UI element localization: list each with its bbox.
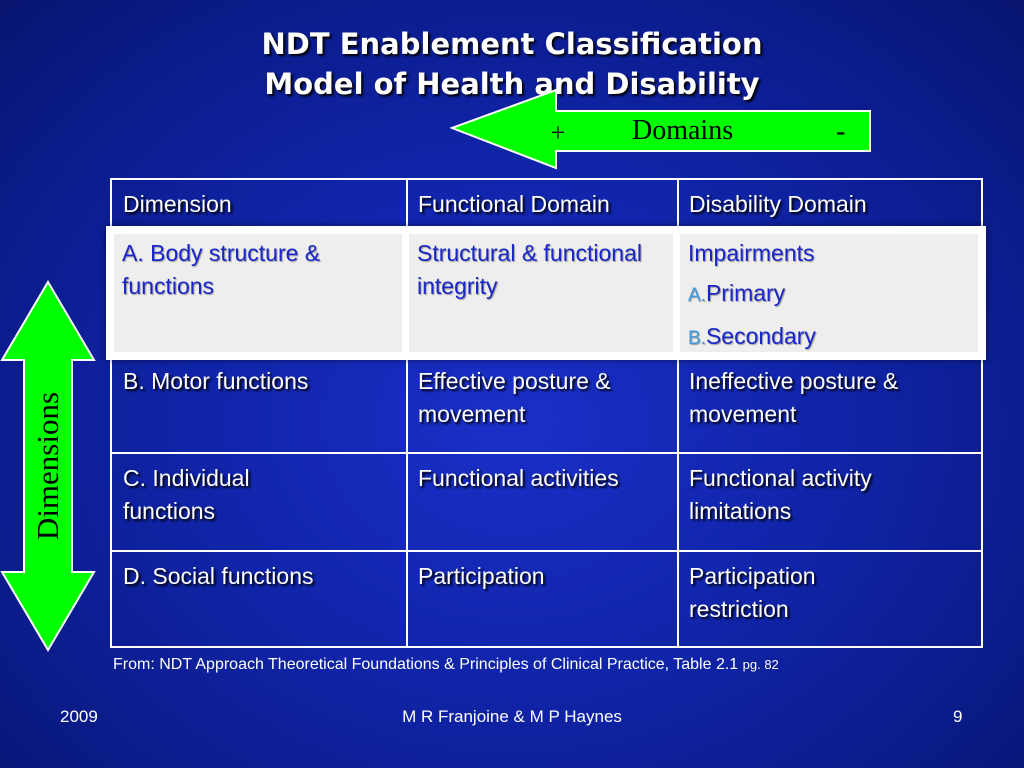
row-d-disability: Participation restriction: [689, 563, 816, 622]
row-b-functional: Effective posture & movement: [418, 368, 611, 427]
domains-plus: +: [550, 118, 566, 147]
source-page: pg. 82: [742, 657, 779, 672]
row-c-functional: Functional activities: [418, 465, 619, 491]
dimensions-label: Dimensions: [30, 391, 65, 541]
list-marker: A.: [688, 285, 706, 306]
domains-minus: -: [836, 116, 846, 147]
footer-authors: M R Franjoine & M P Haynes: [402, 707, 622, 726]
row-a-disability-list: [688, 273, 816, 359]
row-a-functional: Structural & functional integrity: [417, 240, 643, 299]
footer-year: 2009: [60, 707, 98, 726]
row-c-disability: Functional activity limitations: [689, 465, 872, 524]
list-marker: B.: [688, 328, 706, 349]
title-line-1: NDT Enablement Classification: [261, 27, 763, 61]
row-a-dimension: A. Body structure & functions: [122, 240, 321, 299]
row-a-disability-title: Impairments: [688, 240, 815, 266]
list-item-text: Secondary: [705, 323, 816, 349]
list-item: [688, 273, 816, 316]
header-dimension: Dimension: [123, 191, 232, 217]
row-d-functional: Participation: [418, 563, 545, 589]
domains-arrow: [450, 88, 874, 172]
row-b-dimension: B. Motor functions: [123, 368, 309, 394]
table-row-divider: [112, 452, 981, 454]
row-b-disability: Ineffective posture & movement: [689, 368, 899, 427]
header-functional-domain: Functional Domain: [418, 191, 610, 217]
source-citation: [113, 656, 779, 674]
row-d-dimension: D. Social functions: [123, 563, 314, 589]
footer-slide-number: 9: [953, 707, 963, 726]
row-c-dimension: C. Individual functions: [123, 465, 250, 524]
domains-label: Domains: [632, 115, 734, 146]
source-text: From: NDT Approach Theoretical Foundations & Principles of Clinical Practice, Table 2.1: [113, 656, 739, 673]
header-disability-domain: Disability Domain: [689, 191, 867, 217]
list-item: [688, 316, 816, 359]
title-line-2: Model of Health and Disability: [264, 67, 760, 101]
table-row-divider: [112, 550, 981, 552]
dimensions-arrow: [0, 280, 96, 652]
highlighted-table-row: [106, 226, 986, 360]
list-item-text: Primary: [705, 280, 786, 306]
